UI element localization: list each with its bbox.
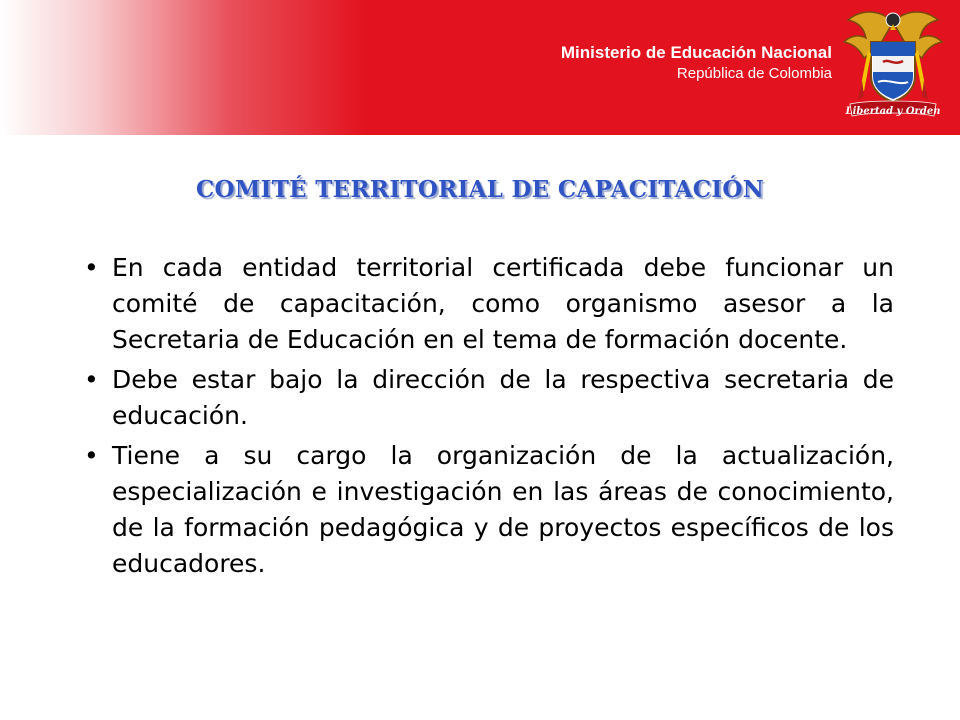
- bullet-text: En cada entidad territorial certificada debe funcionar un comité de capacitación, como organismo asesor a la Secretaria de Educación en el tema de formación docente.: [112, 253, 894, 354]
- list-item: [74, 250, 894, 358]
- header-banner: [0, 0, 960, 135]
- ministry-name: Ministerio de Educación Nacional: [560, 43, 832, 62]
- bullet-marker: •: [84, 253, 99, 282]
- list-item: [74, 438, 894, 582]
- bullet-list: [74, 250, 894, 586]
- slide-title: COMITÉ TERRITORIAL DE CAPACITACIÓN: [195, 176, 765, 203]
- colombia-coat-of-arms-icon: [838, 4, 948, 132]
- list-item: [74, 362, 894, 434]
- bullet-marker: •: [84, 441, 99, 470]
- ministry-block: [561, 42, 832, 84]
- country-name: República de Colombia: [676, 65, 832, 82]
- seal-motto: Libertad y Orden: [845, 106, 941, 117]
- bullet-text: Tiene a su cargo la organización de la actualización, especialización e investigación en las áreas de conocimiento, de la formación pedagógica y de proyectos específicos de los educadores.: [112, 441, 894, 578]
- bullet-marker: •: [84, 365, 99, 394]
- bullet-text: Debe estar bajo la dirección de la respectiva secretaria de educación.: [112, 365, 894, 430]
